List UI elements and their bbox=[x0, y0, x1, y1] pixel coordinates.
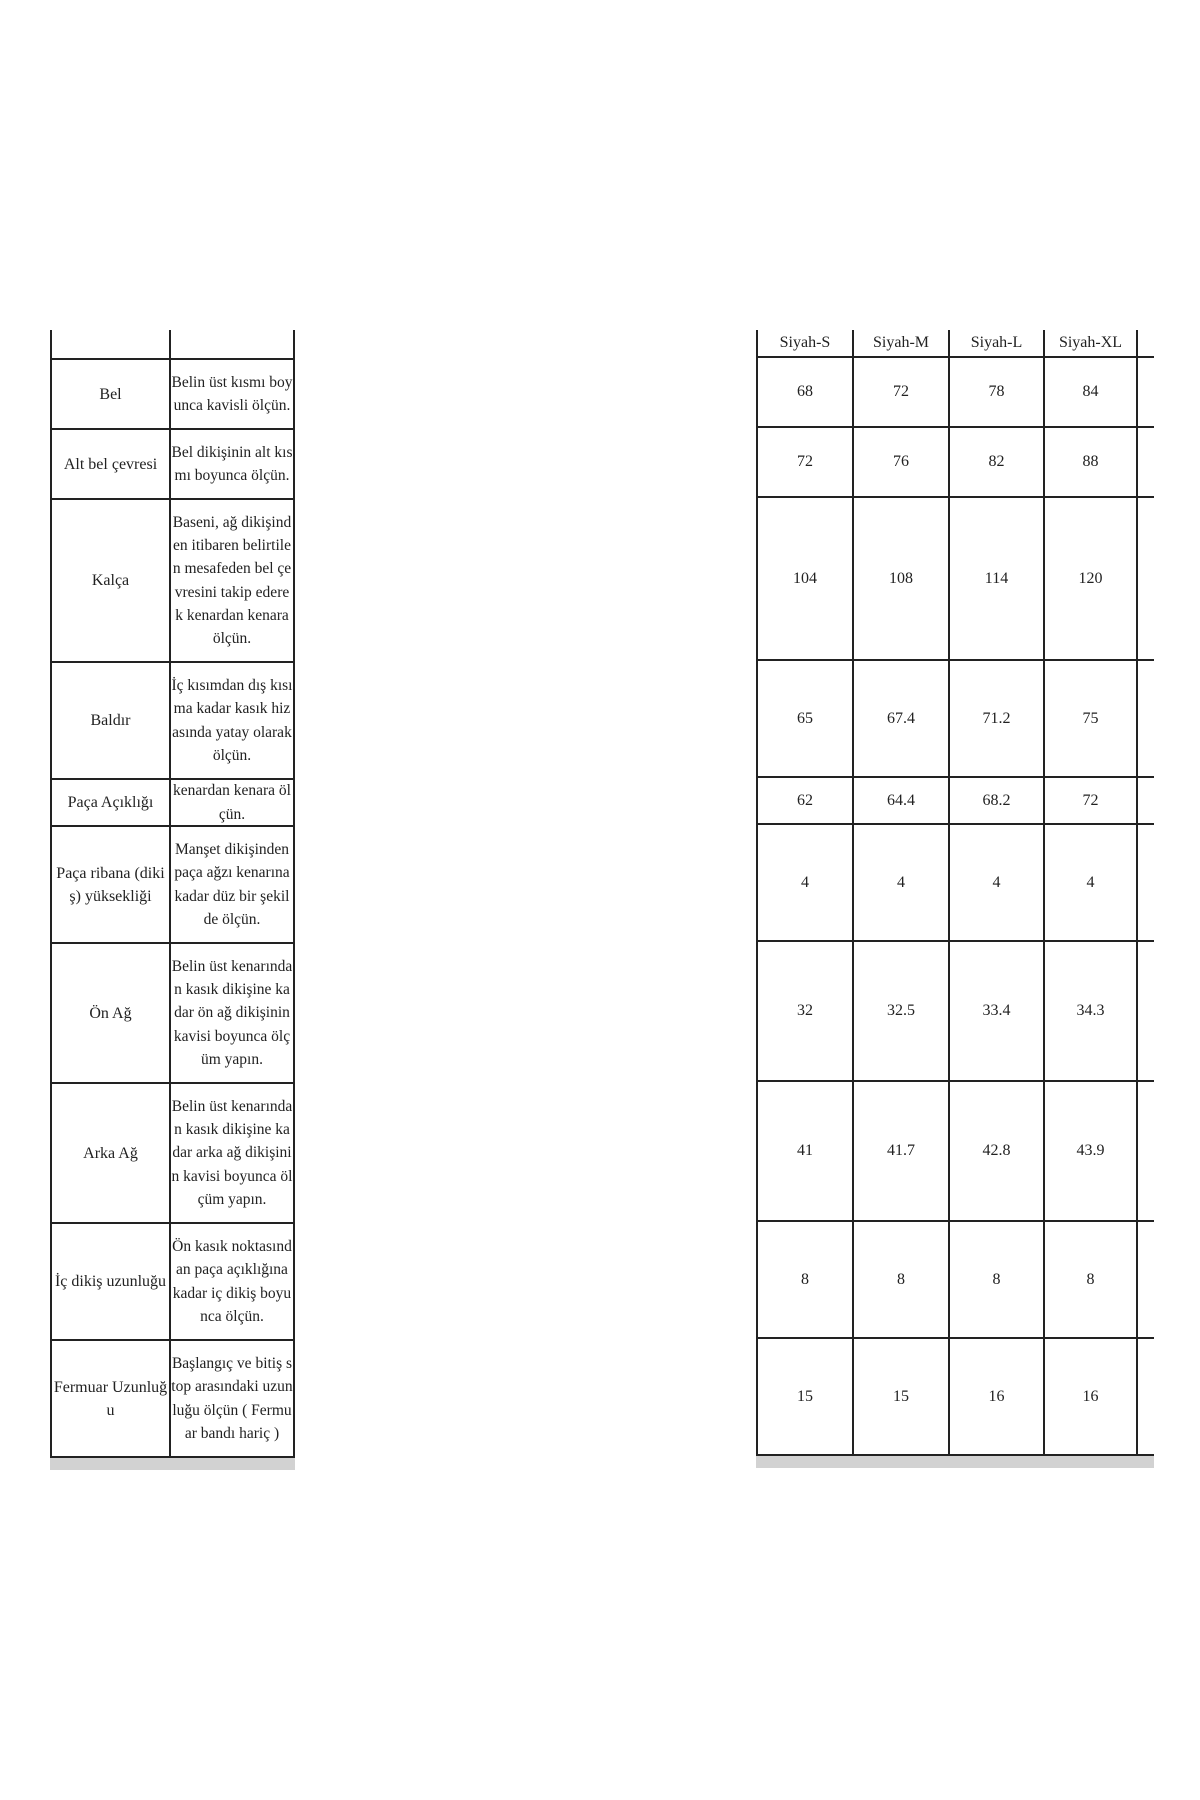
table-row bbox=[50, 1339, 295, 1456]
value-cell: 84 bbox=[1043, 358, 1138, 426]
value-cell: 32.5 bbox=[852, 942, 948, 1080]
value-cell: 8 bbox=[756, 1222, 852, 1337]
value-cell: 88 bbox=[1043, 428, 1138, 496]
description-table-header bbox=[50, 330, 295, 358]
measurement-name: Paça ribana (dikiş) yüksekliği bbox=[50, 827, 171, 942]
measurement-description: Baseni, ağ dikişinden itibaren belirtilen mesafeden bel çevresini takip ederek kenardan kenara ölçün. bbox=[171, 500, 295, 661]
value-cell: 34.3 bbox=[1043, 942, 1138, 1080]
table-row bbox=[756, 661, 1154, 778]
value-cell: 41 bbox=[756, 1082, 852, 1220]
header-divider bbox=[50, 330, 52, 358]
table-row bbox=[756, 1082, 1154, 1222]
measurement-name: Arka Ağ bbox=[50, 1084, 171, 1222]
value-cell: 78 bbox=[948, 358, 1043, 426]
value-cell: 72 bbox=[852, 358, 948, 426]
value-cell: 8 bbox=[948, 1222, 1043, 1337]
table-row bbox=[50, 825, 295, 942]
measurement-description-table bbox=[50, 330, 295, 1470]
value-cell: 75 bbox=[1043, 661, 1138, 776]
table-row bbox=[50, 942, 295, 1082]
table-row bbox=[50, 1222, 295, 1339]
table-row bbox=[50, 428, 295, 498]
measurement-description: İç kısımdan dış kısıma kadar kasık hizasında yatay olarak ölçün. bbox=[171, 663, 295, 778]
value-cell: 104 bbox=[756, 498, 852, 659]
table-row bbox=[756, 498, 1154, 661]
value-cell: 4 bbox=[852, 825, 948, 940]
value-cell: 108 bbox=[852, 498, 948, 659]
value-cell: 42.8 bbox=[948, 1082, 1043, 1220]
size-values-table bbox=[756, 330, 1154, 1468]
measurement-name: Fermuar Uzunluğu bbox=[50, 1341, 171, 1456]
size-header-xl: Siyah-XL bbox=[1043, 330, 1138, 356]
value-cell: 8 bbox=[1043, 1222, 1138, 1337]
table-footer-bar bbox=[756, 1456, 1154, 1468]
header-divider bbox=[169, 330, 171, 358]
value-cell: 43.9 bbox=[1043, 1082, 1138, 1220]
measurement-name: Ön Ağ bbox=[50, 944, 171, 1082]
value-cell: 4 bbox=[1043, 825, 1138, 940]
table-row bbox=[756, 428, 1154, 498]
measurement-name: Bel bbox=[50, 360, 171, 428]
size-header-row bbox=[756, 330, 1154, 358]
size-header-l: Siyah-L bbox=[948, 330, 1043, 356]
measurement-description: kenardan kenara ölçün. bbox=[171, 780, 295, 825]
table-row bbox=[50, 661, 295, 778]
value-cell: 72 bbox=[1043, 778, 1138, 823]
measurement-description: Belin üst kenarından kasık dikişine kadar ön ağ dikişinin kavisi boyunca ölçüm yapın. bbox=[171, 944, 295, 1082]
measurement-name: Baldır bbox=[50, 663, 171, 778]
value-cell: 82 bbox=[948, 428, 1043, 496]
measurement-name: Paça Açıklığı bbox=[50, 780, 171, 825]
measurement-description: Ön kasık noktasından paça açıklığına kadar iç dikiş boyunca ölçün. bbox=[171, 1224, 295, 1339]
measurement-description: Manşet dikişinden paça ağzı kenarına kadar düz bir şekilde ölçün. bbox=[171, 827, 295, 942]
table-row bbox=[756, 942, 1154, 1082]
value-cell: 16 bbox=[948, 1339, 1043, 1454]
header-divider bbox=[293, 330, 295, 358]
measurement-description: Belin üst kısmı boyunca kavisli ölçün. bbox=[171, 360, 295, 428]
measurement-description: Belin üst kenarından kasık dikişine kadar arka ağ dikişinin kavisi boyunca ölçüm yapın. bbox=[171, 1084, 295, 1222]
measurement-name: Kalça bbox=[50, 500, 171, 661]
value-cell: 15 bbox=[852, 1339, 948, 1454]
value-cell: 71.2 bbox=[948, 661, 1043, 776]
value-cell: 65 bbox=[756, 661, 852, 776]
size-header-m: Siyah-M bbox=[852, 330, 948, 356]
value-cell: 72 bbox=[756, 428, 852, 496]
value-cell: 4 bbox=[756, 825, 852, 940]
table-row bbox=[50, 778, 295, 825]
value-cell: 8 bbox=[852, 1222, 948, 1337]
value-cell: 68 bbox=[756, 358, 852, 426]
value-cell: 67.4 bbox=[852, 661, 948, 776]
table-row bbox=[756, 825, 1154, 942]
measurement-name: Alt bel çevresi bbox=[50, 430, 171, 498]
table-row bbox=[50, 498, 295, 661]
table-footer-bar bbox=[50, 1456, 295, 1470]
value-cell: 62 bbox=[756, 778, 852, 823]
table-row bbox=[756, 1339, 1154, 1456]
value-cell: 68.2 bbox=[948, 778, 1043, 823]
measurement-description: Başlangıç ve bitiş stop arasındaki uzunluğu ölçün ( Fermuar bandı hariç ) bbox=[171, 1341, 295, 1456]
value-cell: 64.4 bbox=[852, 778, 948, 823]
size-header-s: Siyah-S bbox=[756, 330, 852, 356]
value-cell: 76 bbox=[852, 428, 948, 496]
value-cell: 15 bbox=[756, 1339, 852, 1454]
table-row bbox=[756, 1222, 1154, 1339]
value-cell: 114 bbox=[948, 498, 1043, 659]
table-row bbox=[756, 358, 1154, 428]
measurement-name: İç dikiş uzunluğu bbox=[50, 1224, 171, 1339]
value-cell: 120 bbox=[1043, 498, 1138, 659]
table-row bbox=[50, 1082, 295, 1222]
measurement-description: Bel dikişinin alt kısmı boyunca ölçün. bbox=[171, 430, 295, 498]
value-cell: 16 bbox=[1043, 1339, 1138, 1454]
table-row bbox=[756, 778, 1154, 825]
value-cell: 33.4 bbox=[948, 942, 1043, 1080]
value-cell: 32 bbox=[756, 942, 852, 1080]
table-row bbox=[50, 358, 295, 428]
value-cell: 4 bbox=[948, 825, 1043, 940]
value-cell: 41.7 bbox=[852, 1082, 948, 1220]
